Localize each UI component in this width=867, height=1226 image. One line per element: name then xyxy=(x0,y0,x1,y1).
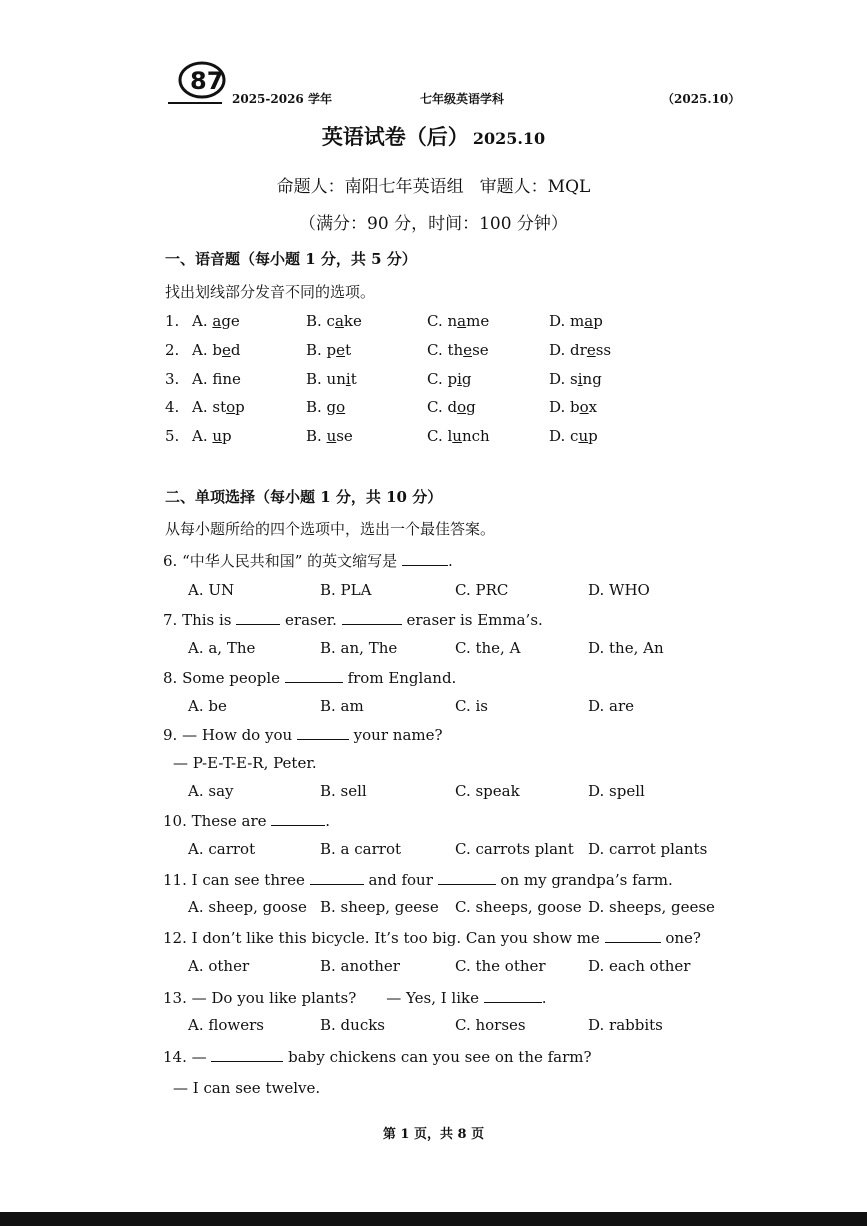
answer-blank xyxy=(484,988,542,1003)
option: B. cake xyxy=(306,312,362,330)
answer-option: D. sheeps, geese xyxy=(588,898,715,916)
answer-option: B. ducks xyxy=(320,1016,386,1034)
answer-option: D. spell xyxy=(588,782,645,800)
question-dialogue-line: — P-E-T-E-R, Peter. xyxy=(173,754,317,772)
question-number: 4. xyxy=(165,398,180,416)
question-stem: 8. Some people from England. xyxy=(163,669,457,687)
underlined-letter: e xyxy=(463,341,473,359)
answer-option: B. am xyxy=(320,697,364,715)
underlined-letter: i xyxy=(345,370,351,388)
underlined-letter: e xyxy=(586,341,596,359)
option: D. map xyxy=(549,312,603,330)
option: A. fne xyxy=(192,370,241,388)
answer-option: B. sell xyxy=(320,782,367,800)
option: D. cup xyxy=(549,427,598,445)
option: C. dog xyxy=(427,398,476,416)
answer-option: D. rabbits xyxy=(588,1016,663,1034)
question-number: 1. xyxy=(165,312,180,330)
phonics-row xyxy=(0,427,867,451)
answer-option: D. carrot plants xyxy=(588,840,708,858)
question-stem: 10. These are . xyxy=(163,812,331,830)
answer-option: C. PRC xyxy=(455,581,509,599)
underlined-letter: o xyxy=(457,398,467,416)
exam-title xyxy=(0,121,867,151)
underlined-letter: i xyxy=(577,370,583,388)
underlined-letter: u xyxy=(452,427,462,445)
option: D. box xyxy=(549,398,598,416)
option: A. stop xyxy=(192,398,245,416)
answer-option: A. say xyxy=(188,782,234,800)
phonics-row xyxy=(0,370,867,394)
answer-option: A. flowers xyxy=(188,1016,264,1034)
question-dialogue-line: — I can see twelve. xyxy=(173,1079,321,1097)
answer-blank xyxy=(310,870,364,885)
score-time-line: （满分：90 分，时间：100 分钟） xyxy=(299,214,568,234)
answer-blank xyxy=(285,668,343,683)
answer-option: A. a, The xyxy=(188,639,256,657)
option: B. use xyxy=(306,427,353,445)
answer-option: C. carrots plant xyxy=(455,840,574,858)
underlined-letter: a xyxy=(212,312,222,330)
question-stem: 6. “中华人民共和国” 的英文缩写是 . xyxy=(163,552,453,570)
answer-option: B. an, The xyxy=(320,639,398,657)
exam-title-date: 2025.10 xyxy=(472,129,546,148)
question-stem: 7. This is eraser. eraser is Emma’s. xyxy=(163,611,543,629)
scan-bottom-bar xyxy=(0,1212,867,1226)
answer-option: C. speak xyxy=(455,782,520,800)
option: C. pig xyxy=(427,370,472,388)
option: D. sing xyxy=(549,370,602,388)
answer-option: C. the, A xyxy=(455,639,521,657)
question-number: 2. xyxy=(165,341,180,359)
underlined-letter: a xyxy=(457,312,467,330)
answer-blank xyxy=(271,811,325,826)
answer-option: B. another xyxy=(320,957,400,975)
question-stem: 11. I can see three and four on my grandpa’s farm. xyxy=(163,871,673,889)
svg-text:87: 87 xyxy=(190,67,224,95)
page-footer: 第 1 页，共 8 页 xyxy=(382,1127,485,1142)
option: D. dress xyxy=(549,341,612,359)
answer-blank xyxy=(342,610,402,625)
answer-option: A. carrot xyxy=(188,840,256,858)
underlined-letter: i xyxy=(457,370,462,388)
answer-option: C. the other xyxy=(455,957,546,975)
header-rule xyxy=(168,102,222,104)
underlined-letter: o xyxy=(226,398,236,416)
answer-option: C. sheeps, goose xyxy=(455,898,582,916)
underlined-letter: e xyxy=(336,341,346,359)
option: B. go xyxy=(306,398,346,416)
answer-option: A. other xyxy=(188,957,250,975)
section1-instruction: 找出划线部分发音不同的选项。 xyxy=(165,283,376,301)
reviewer: 审题人：MQL xyxy=(479,177,591,197)
question-number: 3. xyxy=(165,370,180,388)
section1-heading: 一、语音题（每小题 1 分，共 5 分） xyxy=(165,250,417,268)
option: A. bed xyxy=(192,341,241,359)
underlined-letter: a xyxy=(334,312,344,330)
header-school-year: 2025-2026 学年 xyxy=(232,92,332,106)
answer-blank xyxy=(211,1047,283,1062)
underlined-letter: u xyxy=(578,427,589,445)
underlined-letter: o xyxy=(336,398,346,416)
section2-heading: 二、单项选择（每小题 1 分，共 10 分） xyxy=(165,488,443,506)
answer-option: C. horses xyxy=(455,1016,526,1034)
phonics-row xyxy=(0,341,867,365)
question-stem: 12. I don’t like this bicycle. It’s too big. Can you show me one? xyxy=(163,929,701,947)
option: B. unit xyxy=(306,370,357,388)
answer-option: A. sheep, goose xyxy=(188,898,307,916)
question-number: 5. xyxy=(165,427,180,445)
setter-line xyxy=(0,172,867,197)
option: A. up xyxy=(192,427,232,445)
option: C. these xyxy=(427,341,489,359)
answer-option: B. PLA xyxy=(320,581,372,599)
answer-option: C. is xyxy=(455,697,488,715)
answer-option: B. sheep, geese xyxy=(320,898,439,916)
underlined-letter: o xyxy=(579,398,589,416)
option: C. name xyxy=(427,312,490,330)
question-stem: 13. — Do you like plants? — Yes, I like . xyxy=(163,989,547,1007)
answer-option: D. are xyxy=(588,697,635,715)
header-date: （2025.10） xyxy=(662,92,741,106)
answer-blank xyxy=(297,725,349,740)
option: A. age xyxy=(192,312,240,330)
section2-instruction: 从每小题所给的四个选项中，选出一个最佳答案。 xyxy=(165,520,496,538)
author: 命题人：南阳七年英语组 xyxy=(276,177,464,197)
exam-title-main: 英语试卷（后） xyxy=(321,124,469,149)
answer-blank xyxy=(438,870,496,885)
school-logo-icon xyxy=(176,58,228,102)
underlined-letter: a xyxy=(584,312,594,330)
underlined-letter: u xyxy=(212,427,223,445)
answer-blank xyxy=(402,551,448,566)
answer-option: A. UN xyxy=(188,581,235,599)
answer-option: D. WHO xyxy=(588,581,650,599)
answer-blank xyxy=(236,610,280,625)
underlined-letter: u xyxy=(326,427,337,445)
answer-option: A. be xyxy=(188,697,227,715)
phonics-row xyxy=(0,312,867,336)
phonics-row xyxy=(0,398,867,422)
question-stem: 9. — How do you your name? xyxy=(163,726,443,744)
underlined-letter: e xyxy=(221,341,231,359)
answer-option: D. each other xyxy=(588,957,691,975)
answer-blank xyxy=(605,928,661,943)
header-subject: 七年级英语学科 xyxy=(420,92,505,106)
option: B. pet xyxy=(306,341,352,359)
answer-option: B. a carrot xyxy=(320,840,402,858)
answer-option: D. the, An xyxy=(588,639,664,657)
question-stem: 14. — baby chickens can you see on the farm? xyxy=(163,1048,592,1066)
option: C. lunch xyxy=(427,427,490,445)
